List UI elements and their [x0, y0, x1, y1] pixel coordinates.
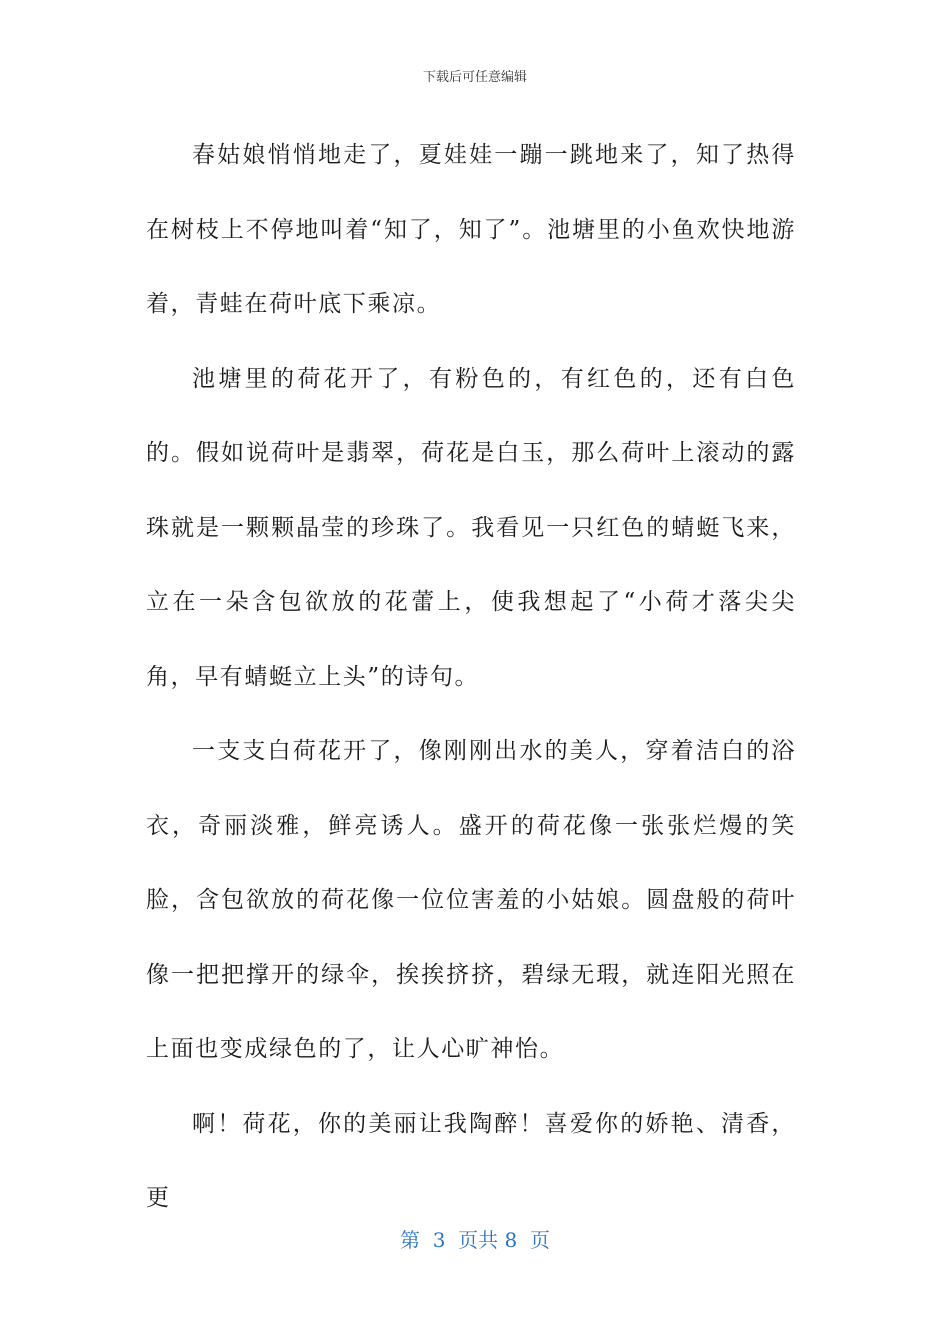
page-number-footer: 第 3 页共 8 页 [400, 1228, 550, 1252]
paragraph: 春姑娘悄悄地走了，夏娃娃一蹦一跳地来了，知了热得在树枝上不停地叫着“知了，知了”。池塘里的小鱼欢快地游着，青蛙在荷叶底下乘凉。 [146, 142, 796, 317]
paragraph: 啊！荷花，你的美丽让我陶醉！喜爱你的娇艳、清香，更 [146, 1110, 796, 1211]
paragraph: 一支支白荷花开了，像刚刚出水的美人，穿着洁白的浴衣，奇丽淡雅，鲜亮诱人。盛开的荷花像一张张烂熳的笑脸，含包欲放的荷花像一位位害羞的小姑娘。圆盘般的荷叶像一把把撑开的绿伞，挨挨挤挤，碧绿无瑕，就连阳光照在上面也变成绿色的了，让人心旷神怡。 [146, 738, 796, 1062]
document-body [146, 118, 796, 1236]
paragraph: 池塘里的荷花开了，有粉色的，有红色的，还有白色的。假如说荷叶是翡翠，荷花是白玉，那么荷叶上滚动的露珠就是一颗颗晶莹的珍珠了。我看见一只红色的蜻蜓飞来，立在一朵含包欲放的花蕾上，使我想起了“小荷才落尖尖角，早有蜻蜓立上头”的诗句。 [146, 365, 796, 690]
page-header: 下载后可任意编辑 [422, 70, 527, 85]
